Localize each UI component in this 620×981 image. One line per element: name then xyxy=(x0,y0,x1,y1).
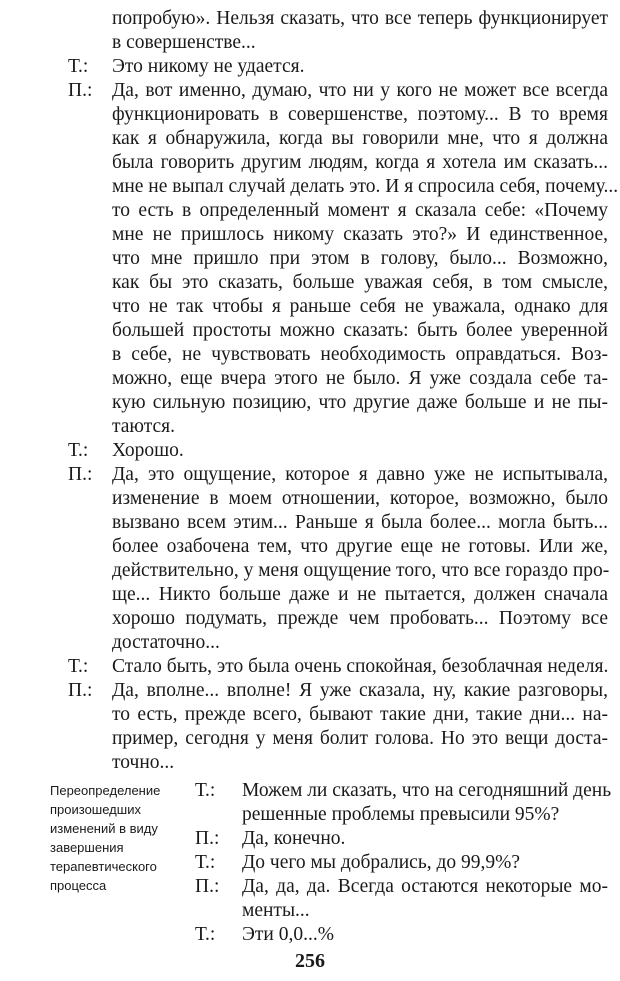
speaker-label: Т.: xyxy=(195,780,216,801)
text-line: большей простоты можно сказать: быть более уверенной xyxy=(112,320,608,341)
text-line: пример, сегодня у меня болит голова. Но это вещи доста- xyxy=(112,728,608,749)
text-line: Стало быть, это была очень спокойная, безоблачная неделя. xyxy=(112,656,609,677)
text-line: изменение в моем отношении, которое, возможно, было xyxy=(112,488,608,509)
text-line: функционировать в совершенстве, поэтому... В то время xyxy=(112,104,608,125)
text-line: решенные проблемы превысили 95%? xyxy=(242,804,560,825)
speaker-label: Т.: xyxy=(68,56,89,77)
text-line: Это никому не удается. xyxy=(112,56,305,77)
text-line: Да, да, да. Всегда остаются некоторые мо- xyxy=(242,876,608,897)
text-line: хорошо подумать, прежде чем пробовать... Поэтому все xyxy=(112,608,608,629)
text-line: как бы это сказать, больше уважая себя, в том смысле, xyxy=(112,272,608,293)
text-line: как я обнаружила, когда вы говорили мне, что я должна xyxy=(112,128,608,149)
speaker-label: П.: xyxy=(68,80,93,101)
speaker-label: П.: xyxy=(195,828,220,849)
text-line: в себе, не чувствовать необходимость оправдаться. Воз- xyxy=(112,344,608,365)
text-line: что не так чтобы я раньше себя не уважала, однако для xyxy=(112,296,608,317)
text-line: действительно, у меня ощущение того, что все гораздо про- xyxy=(112,560,610,581)
speaker-label: Т.: xyxy=(195,924,216,945)
text-line: Да, вот именно, думаю, что ни у кого не может все всегда xyxy=(112,80,608,101)
text-line: вызвано всем этим... Раньше я была более... могла быть... xyxy=(112,512,608,533)
sidenote-line: Переопределение xyxy=(50,783,161,798)
text-line: то есть, прежде всего, бывают такие дни, такие дни... на- xyxy=(112,704,608,725)
page-number: 256 xyxy=(295,950,325,972)
text-line: то есть в определенный момент я сказала себе: «Почему xyxy=(112,200,608,221)
text-line: была говорить другим людям, когда я хотела им сказать... xyxy=(112,152,608,173)
text-line: Да, вполне... вполне! Я уже сказала, ну, какие разговоры, xyxy=(112,680,608,701)
text-line: менты... xyxy=(242,900,310,921)
text-line: До чего мы добрались, до 99,9%? xyxy=(242,852,521,873)
text-line: точно... xyxy=(112,752,175,773)
text-line: Эти 0,0...% xyxy=(242,924,334,945)
text-line: что мне пришло при этом в голову, было... Возможно, xyxy=(112,248,608,269)
speaker-label: П.: xyxy=(68,680,93,701)
text-line: ще... Никто больше даже и не пытается, должен сначала xyxy=(112,584,608,605)
text-line: мне не пришлось никому сказать это?» И единственное, xyxy=(112,224,608,245)
text-line: Можем ли сказать, что на сегодняшний день xyxy=(242,780,612,801)
text-line: более озабочена тем, что другие еще не готовы. Или же, xyxy=(112,536,608,557)
speaker-label: П.: xyxy=(68,464,93,485)
text-line: Хорошо. xyxy=(112,440,184,461)
text-line: мне не выпал случай делать это. И я спросила себя, почему... xyxy=(112,176,619,197)
sidenote-line: произошедших xyxy=(50,802,141,817)
speaker-label: Т.: xyxy=(195,852,216,873)
text-line: таются. xyxy=(112,416,175,437)
sidenote-line: завершения xyxy=(50,840,124,855)
sidenote-line: процесса xyxy=(50,878,107,893)
text-line: Да, конечно. xyxy=(242,828,346,849)
sidenote-line: терапевтического xyxy=(50,859,157,874)
text-line: кую сильную позицию, что другие даже больше и не пы- xyxy=(112,392,608,413)
text-line: в совершенстве... xyxy=(112,32,256,53)
text-line: можно, еще вчера этого не было. Я уже создала себе та- xyxy=(112,368,608,389)
speaker-label: Т.: xyxy=(68,656,89,677)
sidenote-line: изменений в виду xyxy=(50,821,158,836)
speaker-label: Т.: xyxy=(68,440,89,461)
text-line: достаточно... xyxy=(112,632,220,653)
text-line: Да, это ощущение, которое я давно уже не испытывала, xyxy=(112,464,608,485)
text-line: попробую». Нельзя сказать, что все теперь функционирует xyxy=(112,8,608,29)
speaker-label: П.: xyxy=(195,876,220,897)
